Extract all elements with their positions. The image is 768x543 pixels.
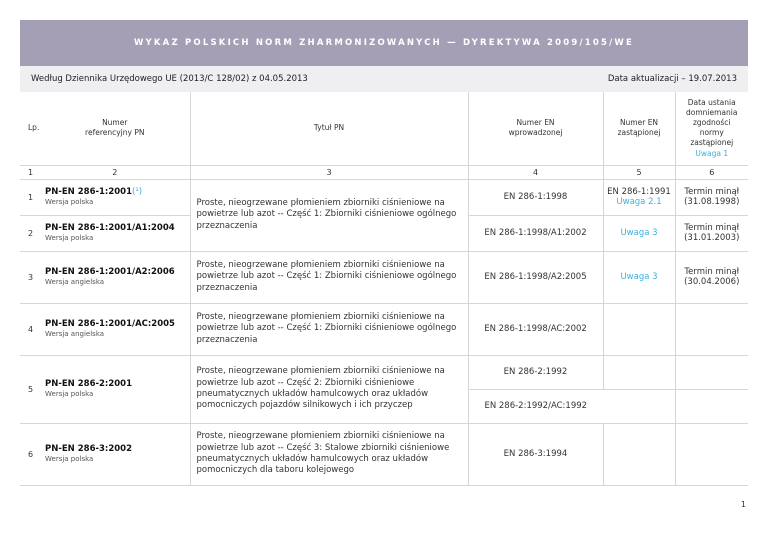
norm-title: Proste, nieogrzewane płomieniem zbiorniki ciśnieniowe na powietrze lub azot -- Część 1: Zbiorniki ciśnieniowe ogólnego przeznaczenia: [190, 251, 468, 303]
ref-number: PN-EN 286-1:2001/A2:2006: [45, 267, 175, 277]
norm-title: Proste, nieogrzewane płomieniem zbiorniki ciśnieniowe na powietrze lub azot -- Część 2: Zbiorniki ciśnieniowe pneumatycznych układów hamulcowych oraz układów pomocniczych pojazdów silnikowych i ich przyczep: [190, 355, 468, 423]
table-row: 4 PN-EN 286-1:2001/AC:2005 Wersja angielska Proste, nieogrzewane płomieniem zbiorniki ciśnieniowe na powietrze lub azot -- Część 1: Zbiorniki ciśnieniowe ogólnego przeznaczenia EN 286-1:1998/AC:2002: [20, 303, 748, 355]
table-row: 1 PN-EN 286-1:2001(¹) Wersja polska Proste, nieogrzewane płomieniem zbiorniki ciśnieniowe na powietrze lub azot -- Część 1: Zbiorniki ciśnieniowe ogólnego przeznaczenia EN 286-1:1998 EN 286-1:1991 Uwaga 2.1 Termin minął (31.08.1998): [20, 179, 748, 215]
ref-number: PN-EN 286-1:2001/A1:2004: [45, 223, 175, 233]
ref-number: PN-EN 286-3:2002: [45, 444, 132, 454]
ref-number: PN-EN 286-1:2001/AC:2005: [45, 319, 175, 329]
table-header: [20, 92, 748, 165]
note-link[interactable]: Uwaga 2.1: [616, 197, 662, 207]
page-number: 1: [740, 500, 746, 509]
table-row: 5 PN-EN 286-2:2001 Wersja polska Proste, nieogrzewane płomieniem zbiorniki ciśnieniowe na powietrze lub azot -- Część 2: Zbiorniki ciśnieniowe pneumatycznych układów hamulcowych oraz układów pomocniczych pojazdów silnikowych i ich przyczep EN 286-2:1992: [20, 355, 748, 389]
col-header-lp: Lp.: [20, 92, 40, 165]
ref-number: PN-EN 286-1:2001: [45, 187, 132, 197]
norm-title: Proste, nieogrzewane płomieniem zbiorniki ciśnieniowe na powietrze lub azot -- Część 3: Stalowe zbiorniki ciśnieniowe pneumatycznych układów hamulcowych oraz układów pomocniczych dla taboru kolejowego: [190, 423, 468, 485]
update-date: Data aktualizacji – 19.07.2013: [607, 74, 737, 84]
col-header-date: Data ustania domniemania zgodności normy zastąpionej Uwaga 1: [675, 92, 748, 165]
col-header-title: Tytuł PN: [190, 92, 468, 165]
meta-bar: [20, 66, 748, 92]
norms-table: [20, 92, 748, 486]
norm-title: Proste, nieogrzewane płomieniem zbiorniki ciśnieniowe na powietrze lub azot -- Część 1: Zbiorniki ciśnieniowe ogólnego przeznaczenia: [190, 179, 468, 251]
footnote-link[interactable]: (¹): [132, 187, 143, 197]
table-row: 2 PN-EN 286-1:2001/A1:2004 Wersja polska EN 286-1:1998/A1:2002 Uwaga 3 Termin minął (31.01.2003): [20, 215, 748, 251]
table-row: EN 286-2:1992/AC:1992: [20, 389, 748, 423]
ref-number: PN-EN 286-2:2001: [45, 379, 132, 389]
source-info: Według Dziennika Urzędowego UE (2013/C 128/02) z 04.05.2013: [31, 74, 308, 84]
note-link[interactable]: Uwaga 3: [620, 272, 658, 282]
note-link[interactable]: Uwaga 1: [695, 148, 729, 158]
norm-title: Proste, nieogrzewane płomieniem zbiorniki ciśnieniowe na powietrze lub azot -- Część 1: Zbiorniki ciśnieniowe ogólnego przeznaczenia: [190, 303, 468, 355]
table-row: 6 PN-EN 286-3:2002 Wersja polska Proste, nieogrzewane płomieniem zbiorniki ciśnieniowe na powietrze lub azot -- Część 3: Stalowe zbiorniki ciśnieniowe pneumatycznych układów hamulcowych oraz układów pomocniczych dla taboru kolejowego EN 286-3:1994: [20, 423, 748, 485]
col-header-ref: Numer referencyjny PN: [40, 92, 190, 165]
document-title: WYKAZ POLSKICH NORM ZHARMONIZOWANYCH — DYREKTYWA 2009/105/WE: [20, 20, 748, 66]
note-link[interactable]: Uwaga 3: [620, 228, 658, 238]
column-numbers-row: 1 2 3 4 5 6: [20, 165, 748, 179]
col-header-en: Numer EN wprowadzonej: [468, 92, 603, 165]
col-header-replaced: Numer EN zastąpionej: [603, 92, 675, 165]
table-row: 3 PN-EN 286-1:2001/A2:2006 Wersja angielska Proste, nieogrzewane płomieniem zbiorniki ciśnieniowe na powietrze lub azot -- Część 1: Zbiorniki ciśnieniowe ogólnego przeznaczenia EN 286-1:1998/A2:2005 Uwaga 3 Termin minął (30.04.2006): [20, 251, 748, 303]
